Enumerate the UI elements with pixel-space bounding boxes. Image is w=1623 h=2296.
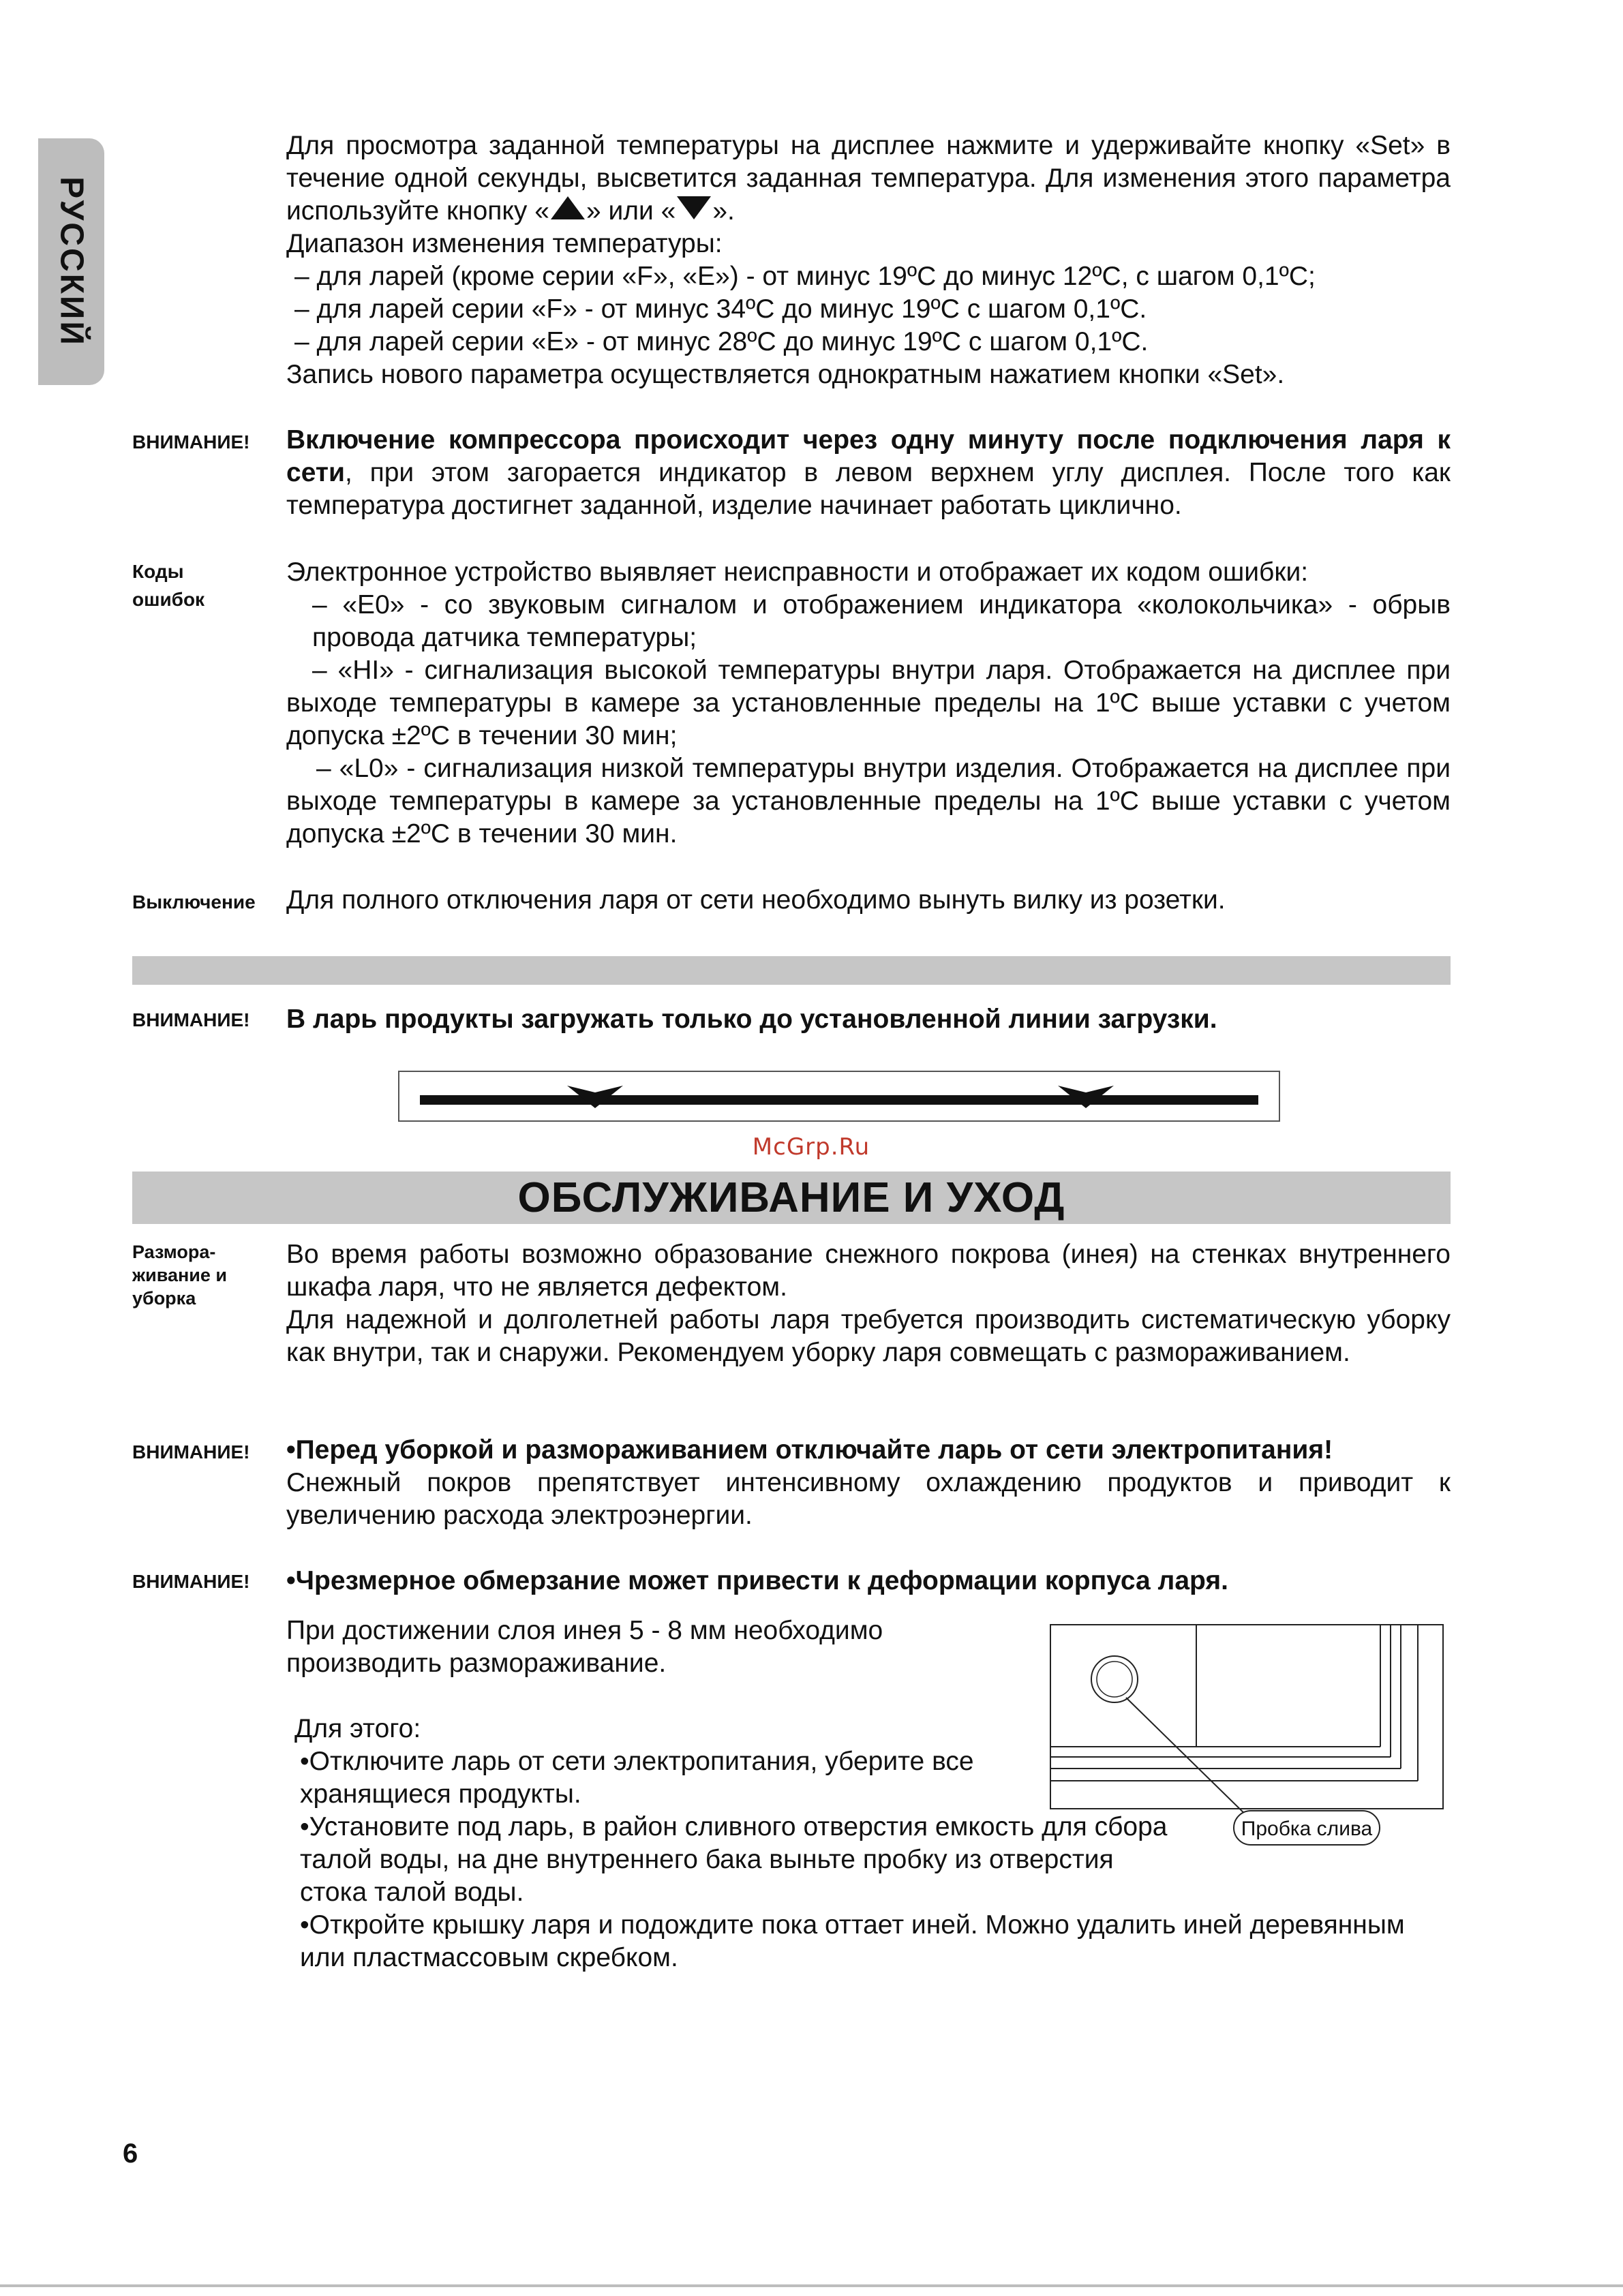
warning1-bold: Включение компрессора происходит через одну минуту после подключения ларя к сети xyxy=(286,425,1451,487)
procedure-step: •Установите под ларь, в район сливного отверстия емкость для сбора талой воды, на дне внутреннего бака выньте пробку из отверстия стока талой воды. xyxy=(300,1812,1168,1907)
error-codes-text xyxy=(286,556,1451,851)
defrost-p2: Для надежной и долголетней работы ларя требуется производить систематическую уборку как внутри, так и снаружи. Рекомендуем уборку ларя совмещать с размораживанием. xyxy=(286,1305,1451,1367)
warning2-text: В ларь продукты загружать только до установленной линии загрузки. xyxy=(286,1005,1217,1034)
intro-text-mid: » или « xyxy=(586,196,676,226)
procedure-step2-block xyxy=(286,1811,1166,1909)
page-bottom-rule xyxy=(0,2284,1623,2287)
warning3-bold: •Перед уборкой и размораживанием отключайте ларь от сети электропитания! xyxy=(286,1435,1333,1465)
load-line xyxy=(420,1095,1258,1105)
save-note: Запись нового параметра осуществляется однократным нажатием кнопки «Set». xyxy=(286,360,1285,389)
range-item: – для ларей серии «F» - от минус 34ºC до минус 19ºC с шагом 0,1ºC. xyxy=(294,294,1147,324)
procedure-intro xyxy=(286,1614,1036,1811)
error-codes-label-line: Коды xyxy=(132,561,184,582)
section-title: ОБСЛУЖИВАНИЕ И УХОД xyxy=(132,1172,1451,1224)
defrost-p1: Во время работы возможно образование снежного покрова (инея) на стенках внутреннего шкафа ларя, что не является дефектом. xyxy=(286,1240,1451,1302)
down-arrow-icon xyxy=(676,195,712,221)
divider-bar xyxy=(132,956,1451,985)
warning-label: ВНИМАНИЕ! xyxy=(132,431,250,453)
defrost-label xyxy=(132,1240,269,1310)
watermark: McGrp.Ru xyxy=(752,1133,870,1161)
load-line-diagram xyxy=(398,1071,1280,1122)
shutdown-label: Выключение xyxy=(132,891,256,913)
range-title: Диапазон изменения температуры: xyxy=(286,229,723,258)
procedure-step3-block xyxy=(286,1909,1451,1974)
range-item: – для ларей серии «E» - от минус 28ºC до минус 19ºC с шагом 0,1ºC. xyxy=(294,327,1149,356)
warning1-rest: , при этом загорается индикатор в левом верхнем углу дисплея. После того как температура достигнет заданной, изделие начинает работать циклично. xyxy=(286,458,1451,520)
defrost-label-line: живание и xyxy=(132,1265,228,1285)
error-code-l0: – «L0» - сигнализация низкой температуры внутри изделия. Отображается на дисплее при выходе температуры в камере за установленные пределы на 1ºC выше уставки с учетом допуска ±2ºC в течении 30 мин. xyxy=(286,754,1451,848)
error-code-e0: – «E0» - со звуковым сигналом и отображением индикатора «колокольчика» - обрыв провода датчика температуры; xyxy=(312,590,1451,652)
language-tab xyxy=(38,138,104,385)
up-arrow-icon xyxy=(549,195,586,221)
procedure-p1: При достижении слоя инея 5 - 8 мм необходимо производить размораживание. xyxy=(286,1616,883,1678)
error-codes-intro: Электронное устройство выявляет неисправности и отображает их кодом ошибки: xyxy=(286,557,1309,587)
error-code-hi: – «HI» - сигнализация высокой температуры внутри ларя. Отображается на дисплее при выходе температуры в камере за установленные пределы на 1ºC выше уставки с учетом допуска ±2ºC в течении 30 мин; xyxy=(286,656,1451,750)
defrost-text xyxy=(286,1238,1451,1369)
error-codes-label xyxy=(132,557,269,613)
procedure-p2: Для этого: xyxy=(294,1714,421,1743)
drain-plug-label: Пробка слива xyxy=(1241,1818,1373,1840)
intro-text-end: ». xyxy=(712,196,735,226)
procedure-step: •Откройте крышку ларя и подождите пока оттает иней. Можно удалить иней деревянным или пластмассовым скребком. xyxy=(300,1910,1405,1972)
intro-block xyxy=(286,129,1451,391)
defrost-label-line: уборка xyxy=(132,1288,196,1308)
warning-label: ВНИМАНИЕ! xyxy=(132,1441,250,1463)
warning4-text: •Чрезмерное обмерзание может привести к деформации корпуса ларя. xyxy=(286,1566,1228,1595)
defrost-label-line: Размора- xyxy=(132,1242,216,1262)
warning3-text xyxy=(286,1434,1451,1532)
warning-label: ВНИМАНИЕ! xyxy=(132,1009,250,1030)
warning-label: ВНИМАНИЕ! xyxy=(132,1571,250,1592)
shutdown-text: Для полного отключения ларя от сети необходимо вынуть вилку из розетки. xyxy=(286,885,1226,915)
range-item: – для ларей (кроме серии «F», «E») - от минус 19ºC до минус 12ºC, с шагом 0,1ºC; xyxy=(294,262,1316,291)
warning1-text xyxy=(286,424,1451,522)
intro-text: Для просмотра заданной температуры на дисплее нажмите и удерживайте кнопку «Set» в течение одной секунды, высветится заданная температура. Для изменения этого параметра используйте кнопку « xyxy=(286,131,1451,226)
drain-plug-icon xyxy=(1091,1656,1138,1702)
intro-paragraph xyxy=(286,129,1451,228)
language-tab-label: РУССКИЙ xyxy=(53,177,89,347)
error-codes-label-line: ошибок xyxy=(132,589,205,610)
warning3-rest: Снежный покров препятствует интенсивному охлаждению продуктов и приводит к увеличению расхода электроэнергии. xyxy=(286,1468,1451,1530)
page-number: 6 xyxy=(123,2139,138,2169)
procedure-step: •Отключите ларь от сети электропитания, уберите все хранящиеся продукты. xyxy=(300,1747,974,1809)
